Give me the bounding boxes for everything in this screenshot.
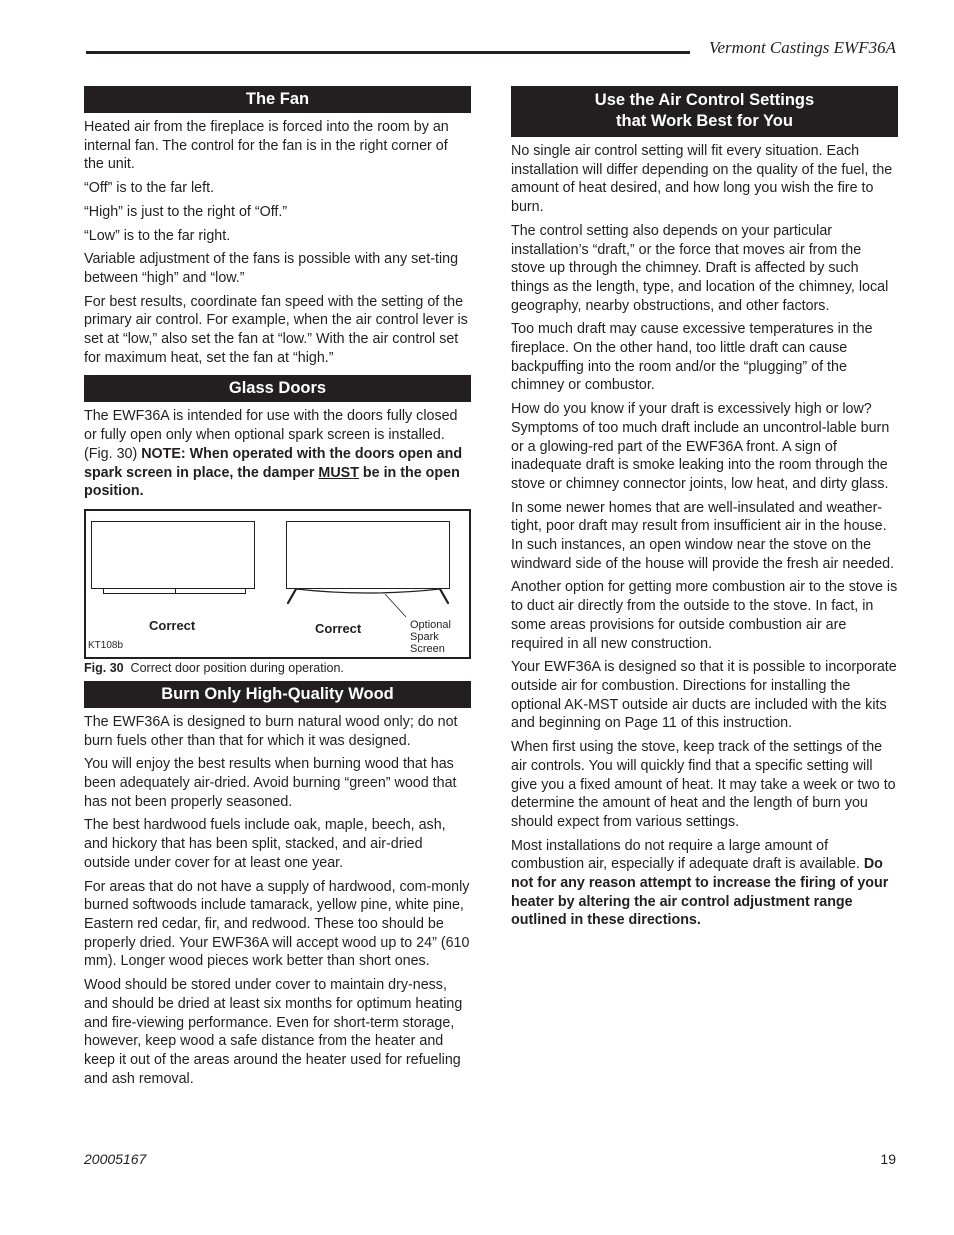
fan-paragraph: Heated air from the fireplace is forced into the room by an internal fan. The control for the fan is in the right corner of the unit. bbox=[84, 119, 449, 173]
final-text: Most installations do not require a large amount of combustion air, especially if adequate draft is available. bbox=[511, 837, 864, 873]
fan-heading: The Fan bbox=[84, 86, 471, 113]
label-screen: Screen bbox=[410, 642, 445, 655]
air-paragraph: Too much draft may cause excessive temperatures in the fireplace. On the other hand, too little draft can cause backpuffing into the room and/or the “plugging” of the chimney or combustor. bbox=[511, 321, 873, 394]
glass-note-b: be in the open position. bbox=[84, 464, 460, 500]
air-control-heading-line-2: that Work Best for You bbox=[616, 112, 793, 130]
glass-note bbox=[84, 446, 462, 499]
wood-paragraph: The best hardwood fuels include oak, maple, beech, ash, and hickory that has been split, stacked, and air-dried outside under cover for at least one year. bbox=[84, 817, 446, 871]
air-paragraph: How do you know if your draft is excessively high or low? Symptoms of too much draft include an uncontrol-lable burn or a glowing-red part of the EWF36A front. A sign of inadequate draft is smoke leaking into the room through the stove or chimney connector joints, low heat, and dirty glass. bbox=[511, 401, 890, 492]
figure-30 bbox=[84, 509, 471, 659]
air-paragraph: Your EWF36A is designed so that it is possible to incorporate outside air for combustion. Directions for installing the optional AK-MST outside air ducts are included with the kits and beginning on Page 11 of this instruction. bbox=[511, 659, 897, 732]
wood-paragraph: The EWF36A is designed to burn natural wood only; do not burn fuels other than that for which it was designed. bbox=[84, 713, 458, 749]
doc-number: 20005167 bbox=[84, 1151, 147, 1167]
air-control-heading bbox=[511, 86, 898, 137]
figure-caption bbox=[84, 661, 471, 675]
glass-paragraph bbox=[84, 407, 471, 501]
air-paragraph: In some newer homes that are well-insulated and weather-tight, poor draft may result from insufficient air in the house. In such instances, an open window near the stove on the windward side of the house will provide the fresh air needed. bbox=[511, 499, 895, 572]
open-doors-drawing bbox=[286, 521, 450, 589]
air-paragraph: No single air control setting will fit every situation. Each installation will differ depending on the quality of the fuel, the amount of heat desired, and how long you wish the fire to burn. bbox=[511, 143, 893, 216]
wood-paragraph: You will enjoy the best results when burning wood that has been adequately air-dried. Avoid burning “green” wood that has not been properly seasoned. bbox=[84, 756, 457, 810]
label-optional: Optional bbox=[410, 618, 451, 631]
figure-caption-text: Correct door position during operation. bbox=[130, 660, 344, 675]
wood-heading: Burn Only High-Quality Wood bbox=[84, 681, 471, 708]
air-paragraph-final bbox=[511, 837, 898, 931]
figure-caption-number: Fig. 30 bbox=[84, 660, 124, 675]
fan-paragraph: For best results, coordinate fan speed with the setting of the primary air control. For example, when the air control lever is set at “low,” also set the fan at “low.” With the air control set for maximum heat, set the fan at “high.” bbox=[84, 293, 468, 366]
glass-text: The EWF36A is intended for use with the doors fully closed or fully open only when optional spark screen is installed. (Fig. 30) bbox=[84, 408, 458, 462]
air-paragraph: The control setting also depends on your particular installation’s “draft,” or the force that moves air from the stove up through the chimney. Draft is affected by such things as the length, type, and location of the chimney, local geography, nearby obstructions, and other factors. bbox=[511, 222, 889, 314]
left-column bbox=[84, 86, 471, 1093]
fan-paragraph: “High” is just to the right of “Off.” bbox=[84, 203, 288, 220]
header-title: Vermont Castings EWF36A bbox=[709, 38, 896, 57]
wood-paragraph: For areas that do not have a supply of hardwood, com-monly burned softwoods include tamarack, yellow pine, white pine, Eastern red cedar, fir, and redwood. These too should be properly dried. Your EWF36A will accept wood up to 24” (610 mm). Longer wood pieces work better than short ones. bbox=[84, 878, 470, 970]
glass-heading: Glass Doors bbox=[84, 375, 471, 402]
label-correct-right: Correct bbox=[315, 620, 362, 636]
figure-code: KT108b bbox=[88, 639, 124, 651]
glass-note-must: MUST bbox=[318, 464, 359, 481]
final-warning: Do not for any reason attempt to increase the firing of your heater by altering the air control adjustment range outlined in these directions. bbox=[511, 856, 889, 929]
header-rule bbox=[86, 51, 690, 54]
glass-note-a: NOTE: When operated with the doors open and spark screen in place, the damper bbox=[84, 445, 463, 481]
closed-doors-seam bbox=[175, 588, 176, 594]
air-paragraph: Another option for getting more combustion air to the stove is to duct air directly from the outside to the stove. In fact, in some areas provisions for outside combustion air are required in all new construction. bbox=[511, 579, 898, 652]
air-paragraph: When first using the stove, keep track of the settings of the air controls. You will quickly find that a specific setting will give you a fixed amount of heat. It may take a week or two to determine the amount of heat and the length of burn you should expect from various settings. bbox=[511, 739, 896, 830]
fan-paragraph: “Off” is to the far left. bbox=[84, 180, 215, 197]
fan-paragraph: “Low” is to the far right. bbox=[84, 227, 231, 244]
spark-screen-drawing bbox=[282, 583, 454, 607]
wood-paragraph: Wood should be stored under cover to maintain dry-ness, and should be dried at least six months for optimum heating and fire-viewing performance. Even for short-term storage, however, keep wood a safe distance from the heater and keep it out of the areas around the heater used for refueling and ash removal. bbox=[84, 977, 463, 1087]
label-spark: Spark bbox=[410, 630, 439, 643]
air-control-heading-line-1: Use the Air Control Settings bbox=[594, 91, 815, 109]
page-number: 19 bbox=[880, 1151, 896, 1167]
label-correct-left: Correct bbox=[149, 617, 196, 633]
right-column bbox=[511, 86, 898, 935]
fan-paragraph: Variable adjustment of the fans is possible with any set-ting between “high” and “low.” bbox=[84, 251, 459, 286]
closed-doors-drawing bbox=[91, 521, 255, 589]
